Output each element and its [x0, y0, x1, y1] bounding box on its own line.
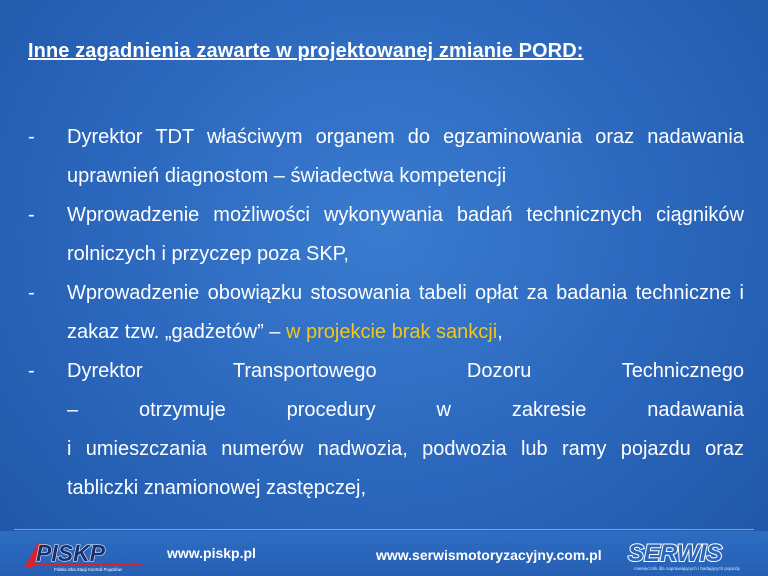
bullet-text: Dyrektor TDT właściwym organem do egzaminowania oraz nadawania uprawnień diagnostom – świadectwa kompetencji [67, 126, 744, 187]
logo-text: PISKP [36, 540, 106, 566]
bullet-item [28, 118, 744, 196]
bullet-item [28, 196, 744, 274]
footer-divider [14, 529, 754, 530]
bullet-text-part: Wprowadzenie obowiązku stosowania tabeli opłat za badania techniczne i zakaz tzw. „gadżetów” – [67, 282, 744, 343]
slide-heading: Inne zagadnienia zawarte w projektowanej zmianie PORD: [28, 40, 584, 62]
word: w [436, 399, 451, 421]
bullet-item [28, 274, 744, 352]
bullet-dash: - [28, 126, 35, 148]
bullet-line [67, 352, 744, 391]
word: – [67, 399, 79, 421]
bullet-dash: - [28, 360, 35, 382]
website-link-piskp[interactable]: www.piskp.pl [167, 545, 256, 561]
word: Technicznego [621, 360, 744, 382]
serwis-logo-text: SERWIS [628, 540, 723, 567]
highlight-text: w projekcie brak sankcji [285, 321, 498, 343]
word: Dyrektor [67, 360, 143, 382]
word: Transportowego [232, 360, 377, 382]
footer [0, 531, 768, 576]
website-link-serwis[interactable]: www.serwismotoryzacyjny.com.pl [376, 547, 602, 563]
bullet-item [28, 352, 744, 508]
bullet-text-part: , [497, 321, 503, 343]
bullet-text: i umieszczania numerów nadwozia, podwozia lub ramy pojazdu oraz tabliczki znamionowej zastępczej, [67, 438, 744, 499]
bullet-dash: - [28, 282, 35, 304]
word: procedury [286, 399, 376, 421]
word: nadawania [647, 399, 744, 421]
word: zakresie [511, 399, 587, 421]
serwis-logo-subtitle: miesięcznik dla naprawiających i badających pojazdy [634, 566, 740, 571]
logo-subtitle: Polska Izba Stacji Kontroli Pojazdów [54, 567, 122, 572]
bullet-text [67, 274, 744, 352]
piskp-logo[interactable] [22, 539, 152, 573]
bullet-line [67, 391, 744, 430]
bullet-text: Wprowadzenie możliwości wykonywania badań technicznych ciągników rolniczych i przyczep poza SKP, [67, 204, 744, 265]
word: Dozoru [466, 360, 532, 382]
bullet-dash: - [28, 204, 35, 226]
word: otrzymuje [139, 399, 226, 421]
bullet-list [28, 118, 744, 508]
